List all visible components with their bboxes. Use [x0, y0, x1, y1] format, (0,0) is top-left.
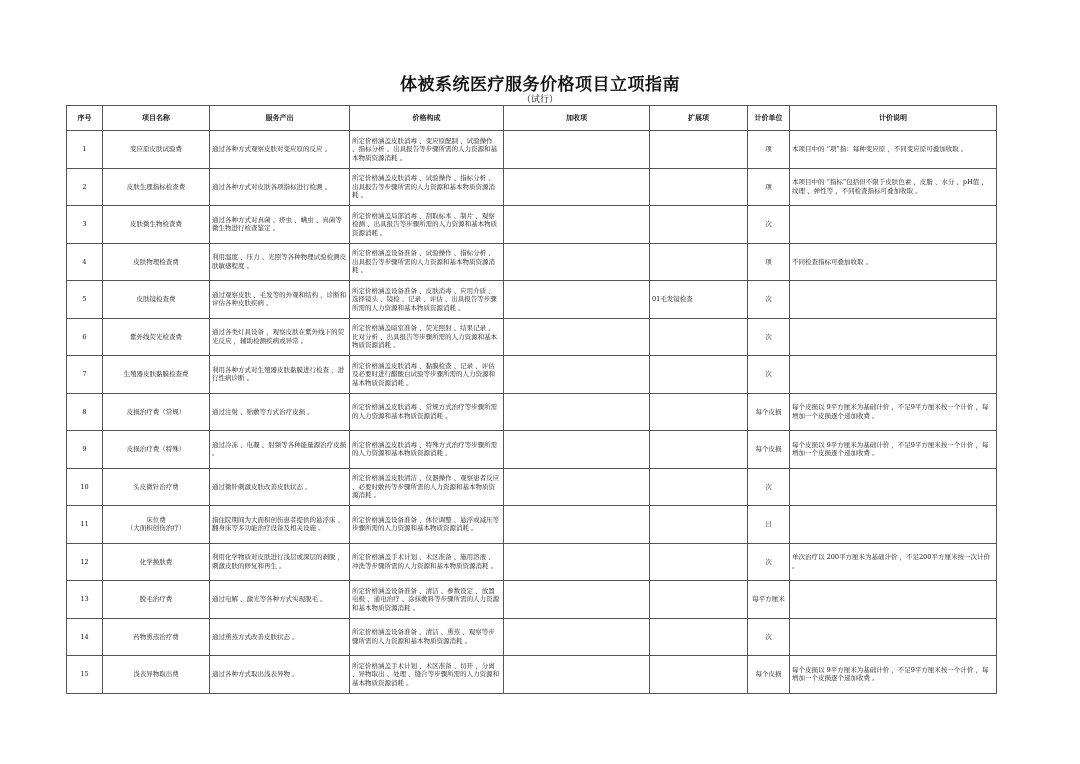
cell-surcharge [504, 393, 650, 431]
cell-no: 2 [67, 168, 103, 206]
cell-unit: 每个皮损 [748, 656, 790, 694]
cell-no: 15 [67, 656, 103, 694]
table-row [67, 168, 997, 206]
cell-note: 本项目中的 “项”指：每种变应原 ，不同变应原可叠加收取 。 [790, 131, 997, 169]
header-extension: 扩展项 [650, 106, 748, 131]
cell-name: 皮肤生理指标检查费 [103, 168, 210, 206]
cell-no: 14 [67, 618, 103, 656]
table-row [67, 281, 997, 319]
cell-surcharge [504, 506, 650, 544]
cell-surcharge [504, 581, 650, 619]
cell-name: 脱毛治疗费 [103, 581, 210, 619]
cell-no: 13 [67, 581, 103, 619]
cell-output: 利用温度 、压力 、光照等各种物理试验检测皮肤敏感程度 。 [210, 243, 350, 281]
cell-note [790, 281, 997, 319]
cell-note: 每个皮损以 9平方厘米为基础计价 ，不足9平方厘米按一个计价 ，每增加一个皮损逐个递加收费 。 [790, 393, 997, 431]
cell-extension [650, 618, 748, 656]
header-output: 服务产出 [210, 106, 350, 131]
cell-no: 1 [67, 131, 103, 169]
cell-price: 所定价格涵盖皮肤消毒 、黏膜检查 、记录 、评估及必要时进行醋酸白试验等步骤所需的人力资源和基本物质资源消耗 。 [350, 356, 504, 394]
cell-price: 所定价格涵盖设备准备 、皮肤消毒 、应用介质 、选择镜头 、镜检 、记录 、评估 、出具报告等步骤所需的人力资源和基本物质资源消耗 。 [350, 281, 504, 319]
cell-unit: 次 [748, 206, 790, 244]
cell-output: 通过各种方式对皮肤各项指标进行检测 。 [210, 168, 350, 206]
cell-unit: 项 [748, 131, 790, 169]
cell-output: 利用化学物质对皮肤进行浅层或深层的剥脱 ，刺激皮肤的修复和再生 。 [210, 543, 350, 581]
cell-output: 通过注射 、贴敷等方式治疗皮损 。 [210, 393, 350, 431]
cell-note [790, 506, 997, 544]
cell-price: 所定价格涵盖手术计划 、术区准备 、切开 、分离 、异物取出 、处理 、缝合等步骤所需的人力资源和基本物质资源消耗 。 [350, 656, 504, 694]
cell-surcharge [504, 318, 650, 356]
cell-no: 5 [67, 281, 103, 319]
cell-extension [650, 168, 748, 206]
cell-extension [650, 131, 748, 169]
cell-name: 皮肤微生物检查费 [103, 206, 210, 244]
table-row [67, 656, 997, 694]
cell-name: 紫外线荧光检查费 [103, 318, 210, 356]
header-unit: 计价单位 [748, 106, 790, 131]
cell-name: 皮损治疗费（特殊） [103, 431, 210, 469]
cell-unit: 日 [748, 506, 790, 544]
table-header-row [67, 106, 997, 131]
cell-name: 皮损治疗费（常规） [103, 393, 210, 431]
cell-unit: 次 [748, 543, 790, 581]
cell-price: 所定价格涵盖设备准备 、体位调整 、悬浮或减压等步骤所需的人力资源和基本物质资源消耗 。 [350, 506, 504, 544]
cell-price: 所定价格涵盖皮肤消毒 、特殊方式治疗等步骤所需的人力资源和基本物质资源消耗 。 [350, 431, 504, 469]
cell-extension: 01毛发镜检查 [650, 281, 748, 319]
cell-extension [650, 206, 748, 244]
cell-note: 本项目中的 “指标”包括但不限于皮肤色素 、皮脂 、水分 、pH值 、纹理 、弹性等 ，不同检查指标可叠加收取 。 [790, 168, 997, 206]
cell-price: 所定价格涵盖皮肤消毒 、变应原配制 、试验操作 、指标分析 、出具报告等步骤所需的人力资源和基本物质资源消耗 。 [350, 131, 504, 169]
table-row [67, 393, 997, 431]
cell-no: 8 [67, 393, 103, 431]
cell-output: 利用各种方式对生殖器皮肤黏膜进行检查 ，进行性病诊断 。 [210, 356, 350, 394]
cell-name: 头皮微针治疗费 [103, 468, 210, 506]
cell-note [790, 318, 997, 356]
cell-note: 每个皮损以 9平方厘米为基础计价 ，不足9平方厘米按一个计价 ，每增加一个皮损逐个递加收费 。 [790, 656, 997, 694]
cell-price: 所定价格涵盖设备准备 、清洁 、参数设定 、放置电极 、通电治疗 、涂抹敷料等步骤所需的人力资源和基本物质资源消耗 。 [350, 581, 504, 619]
cell-name: 浅表异物取出费 [103, 656, 210, 694]
table-row [67, 543, 997, 581]
cell-extension [650, 393, 748, 431]
cell-name: 床位费 （大面积创伤治疗） [103, 506, 210, 544]
table-row [67, 581, 997, 619]
cell-note [790, 468, 997, 506]
cell-no: 7 [67, 356, 103, 394]
cell-output: 通过各种方式观察皮肤对变应原的反应 。 [210, 131, 350, 169]
cell-unit: 项 [748, 168, 790, 206]
cell-surcharge [504, 168, 650, 206]
cell-price: 所定价格涵盖手术计划 、术区准备 、施用溶液 、冲洗等步骤所需的人力资源和基本物质资源消耗 。 [350, 543, 504, 581]
header-price: 价格构成 [350, 106, 504, 131]
cell-note: 每个皮损以 9平方厘米为基础计价 ，不足9平方厘米按一个计价 ，每增加一个皮损逐个递加收费 。 [790, 431, 997, 469]
header-name: 项目名称 [103, 106, 210, 131]
cell-name: 生殖器皮肤黏膜检查费 [103, 356, 210, 394]
cell-price: 所定价格涵盖皮肤清洁 、仪器操作 、观察患者反应 、必要时敷药等步骤所需的人力资源和基本物质资源消耗 。 [350, 468, 504, 506]
cell-price: 所定价格涵盖局部消毒 、刮取标本 、制片 、观察检测 、出具报告等步骤所需的人力资源和基本物质资源消耗 。 [350, 206, 504, 244]
cell-unit: 每个皮损 [748, 393, 790, 431]
cell-output: 通过观察皮肤 、毛发等的外观和结构 ，诊断和评估各种皮肤疾病 。 [210, 281, 350, 319]
cell-unit: 次 [748, 281, 790, 319]
cell-output: 通过电解 、激光等各种方式实现脱毛 。 [210, 581, 350, 619]
cell-note [790, 581, 997, 619]
cell-unit: 每平方厘米 [748, 581, 790, 619]
table-row [67, 206, 997, 244]
cell-note: 不同检查指标可叠加收取 。 [790, 243, 997, 281]
cell-surcharge [504, 356, 650, 394]
cell-extension [650, 543, 748, 581]
cell-note [790, 356, 997, 394]
cell-name: 皮肤镜检查费 [103, 281, 210, 319]
page-subtitle: （试行） [521, 95, 558, 105]
cell-no: 4 [67, 243, 103, 281]
table-row [67, 131, 997, 169]
cell-output: 通过微针刺激皮肤改善皮肤状态 。 [210, 468, 350, 506]
price-item-table [66, 105, 997, 694]
cell-unit: 次 [748, 356, 790, 394]
cell-output: 通过各类灯具设备 ，观察皮肤在紫外线下的荧光反应 ，辅助检测疾病或异常 。 [210, 318, 350, 356]
cell-price: 所定价格涵盖设备准备 、试验操作 、指标分析 、出具报告等步骤所需的人力资源和基本物质资源消耗 。 [350, 243, 504, 281]
cell-name: 药物熏蒸治疗费 [103, 618, 210, 656]
cell-extension [650, 243, 748, 281]
header-surcharge: 加收项 [504, 106, 650, 131]
cell-name: 化学换肤费 [103, 543, 210, 581]
cell-extension [650, 656, 748, 694]
cell-unit: 每个皮损 [748, 431, 790, 469]
cell-output: 通过冷冻 、电凝 、射频等各种能量源治疗皮损 。 [210, 431, 350, 469]
cell-note: 单次治疗以 200平方厘米为基础计价 ，不足200平方厘米按一次计价 。 [790, 543, 997, 581]
cell-surcharge [504, 543, 650, 581]
cell-no: 6 [67, 318, 103, 356]
table-row [67, 431, 997, 469]
cell-name: 变应原皮肤试验费 [103, 131, 210, 169]
cell-surcharge [504, 243, 650, 281]
cell-output: 通过各种方式取出浅表异物 。 [210, 656, 350, 694]
cell-extension [650, 468, 748, 506]
table-row [67, 618, 997, 656]
table-row [67, 318, 997, 356]
cell-output: 通过熏蒸方式改善皮肤状态 。 [210, 618, 350, 656]
cell-extension [650, 581, 748, 619]
cell-no: 9 [67, 431, 103, 469]
cell-price: 所定价格涵盖暗室准备 、荧光照射 、结果记录 、比对分析 、出具报告等步骤所需的人力资源和基本物质资源消耗 。 [350, 318, 504, 356]
table-row [67, 506, 997, 544]
cell-no: 3 [67, 206, 103, 244]
cell-output: 指住院期间为大面积创伤患者提供的悬浮床 、翻身床等多功能治疗设备及相关设施 。 [210, 506, 350, 544]
cell-price: 所定价格涵盖设备准备 、清洁 、熏蒸 、观察等步骤所需的人力资源和基本物质资源消耗 。 [350, 618, 504, 656]
cell-surcharge [504, 656, 650, 694]
cell-name: 皮肤物理检查费 [103, 243, 210, 281]
cell-price: 所定价格涵盖皮肤消毒 、试验操作 、指标分析 、出具报告等步骤所需的人力资源和基本物质资源消耗 。 [350, 168, 504, 206]
header-note: 计价说明 [790, 106, 997, 131]
table-row [67, 243, 997, 281]
cell-extension [650, 431, 748, 469]
page-title: 体被系统医疗服务价格项目立项指南 [400, 75, 680, 95]
cell-extension [650, 356, 748, 394]
cell-surcharge [504, 468, 650, 506]
cell-note [790, 206, 997, 244]
cell-output: 通过各种方式对真菌 、疥虫 、螨虫 、真菌等微生物进行检查鉴定 。 [210, 206, 350, 244]
cell-surcharge [504, 281, 650, 319]
cell-surcharge [504, 618, 650, 656]
cell-no: 12 [67, 543, 103, 581]
cell-no: 10 [67, 468, 103, 506]
cell-unit: 次 [748, 318, 790, 356]
cell-surcharge [504, 431, 650, 469]
cell-extension [650, 318, 748, 356]
cell-extension [650, 506, 748, 544]
table-row [67, 356, 997, 394]
cell-unit: 次 [748, 618, 790, 656]
table-row [67, 468, 997, 506]
cell-unit: 次 [748, 468, 790, 506]
cell-unit: 项 [748, 243, 790, 281]
cell-note [790, 618, 997, 656]
cell-no: 11 [67, 506, 103, 544]
cell-price: 所定价格涵盖皮肤消毒 、常规方式治疗等步骤所需的人力资源和基本物质资源消耗 。 [350, 393, 504, 431]
cell-surcharge [504, 206, 650, 244]
cell-surcharge [504, 131, 650, 169]
header-no: 序号 [67, 106, 103, 131]
